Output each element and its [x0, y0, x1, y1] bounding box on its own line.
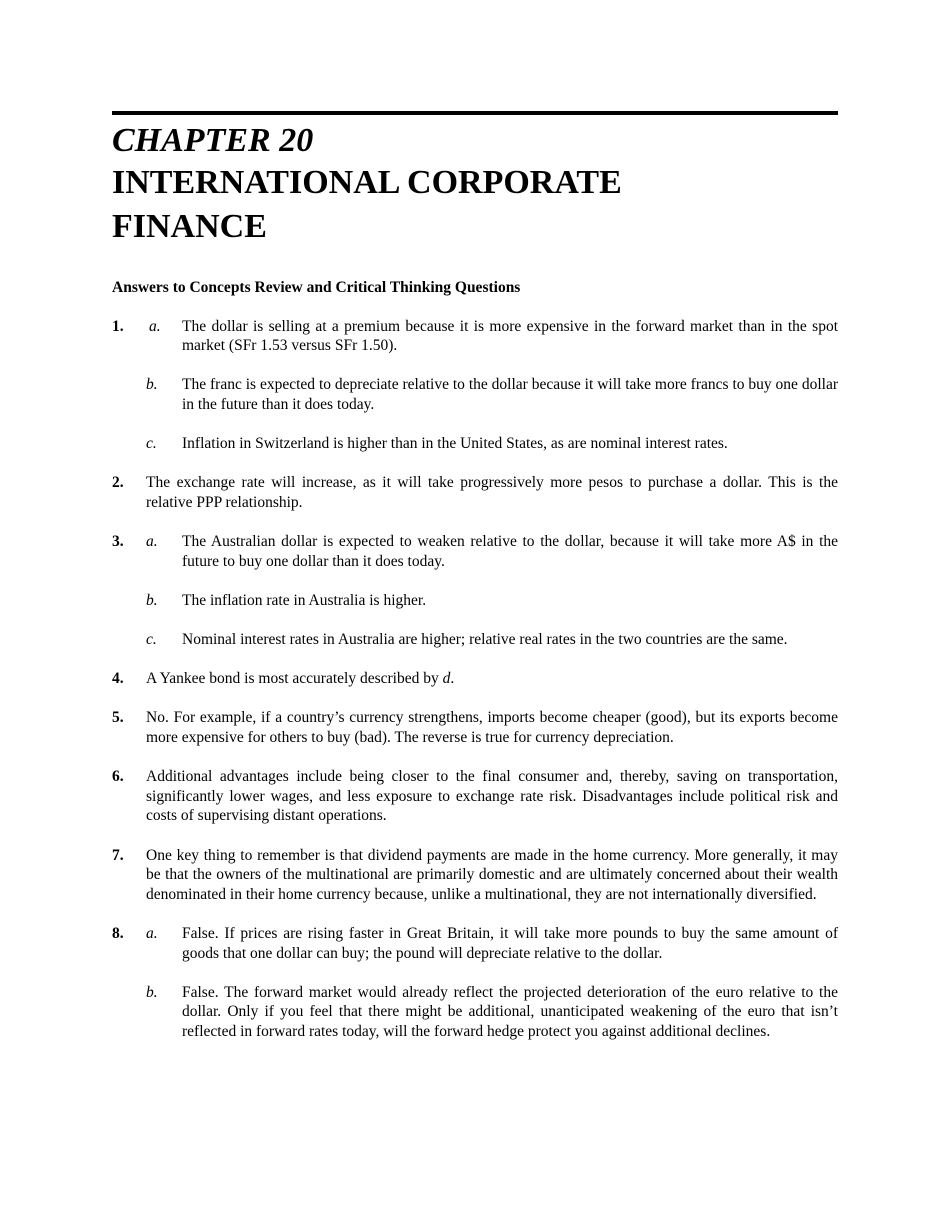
part-letter: c.: [146, 435, 157, 453]
question-text-start: A Yankee bond is most accurately described by: [146, 670, 443, 688]
chapter-label: CHAPTER 20: [112, 122, 314, 159]
question-2: [112, 473, 838, 512]
question-number: 3.: [112, 533, 124, 551]
question-5: [112, 708, 838, 747]
part-text: False. The forward market would already reflect the projected deterioration of the euro relative to the dollar. Only if you feel that there might be additional, unanticipated weakening of the euro that isn’t reflected in forward rates today, will the forward hedge protect you against additional declines.: [182, 983, 838, 1040]
question-text: One key thing to remember is that dividend payments are made in the home currency. More generally, it may be that the owners of the multinational are primarily domestic and are ultimately concerned about their wealth denominated in their home currency because, unlike a multinational, they are not internationally diversified.: [146, 846, 838, 903]
question-1: [112, 317, 838, 454]
chapter-title-line2: FINANCE: [112, 208, 267, 245]
part-letter: a.: [146, 533, 158, 551]
question-part: [146, 591, 838, 611]
question-text: Additional advantages include being closer to the final consumer and, thereby, saving on transportation, significantly lower wages, and less exposure to exchange rate risk. Disadvantages include political risk and costs of supervising distant operations.: [146, 768, 838, 825]
question-part: [146, 924, 838, 963]
part-text: The franc is expected to depreciate relative to the dollar because it will take more francs to buy one dollar in the future than it does today.: [182, 376, 838, 413]
answer-letter: d: [442, 670, 451, 688]
question-part: [146, 375, 838, 414]
question-text: The exchange rate will increase, as it will take progressively more pesos to purchase a dollar. This is the relative PPP relationship.: [146, 474, 838, 511]
question-6: [112, 767, 838, 826]
question-number: 7.: [112, 846, 124, 864]
part-letter: c.: [146, 631, 157, 649]
part-letter: b.: [146, 376, 158, 394]
part-letter: a.: [146, 925, 158, 942]
part-text: Inflation in Switzerland is higher than in the United States, as are nominal interest rates.: [182, 435, 728, 453]
question-text: No. For example, if a country’s currency strengthens, imports become cheaper (good), but its exports become more expensive for others to buy (bad). The reverse is true for currency depreciation.: [146, 709, 838, 747]
question-part: [146, 532, 838, 571]
question-7: [112, 846, 838, 905]
question-text: [146, 669, 838, 689]
chapter-title-line1: INTERNATIONAL CORPORATE: [112, 164, 622, 201]
question-4: [112, 669, 838, 689]
question-part: [146, 434, 838, 454]
part-letter: a.: [149, 317, 161, 335]
question-part: [146, 983, 838, 1042]
part-text: The inflation rate in Australia is higher.: [182, 591, 427, 609]
document-page: [112, 111, 838, 1042]
part-text: The dollar is selling at a premium because it is more expensive in the forward market than in the spot market (SFr 1.53 versus SFr 1.50).: [182, 317, 838, 355]
question-3: [112, 532, 838, 650]
part-letter: b.: [146, 983, 158, 1001]
question-number: 6.: [112, 768, 124, 786]
question-number: 1.: [112, 317, 124, 335]
header-rule: [112, 111, 838, 115]
part-text: Nominal interest rates in Australia are higher; relative real rates in the two countries are the same.: [182, 631, 788, 649]
question-8: [112, 924, 838, 1042]
section-heading: Answers to Concepts Review and Critical Thinking Questions: [112, 279, 521, 296]
question-part: [146, 317, 838, 356]
question-number: 2.: [112, 474, 124, 492]
question-number: 8.: [112, 925, 124, 942]
question-part: [146, 630, 838, 650]
part-text: False. If prices are rising faster in Great Britain, it will take more pounds to buy the same amount of goods that one dollar can buy; the pound will depreciate relative to the dollar.: [182, 925, 838, 962]
part-text: The Australian dollar is expected to weaken relative to the dollar, because it will take more A$ in the future to buy one dollar than it does today.: [182, 533, 838, 570]
part-letter: b.: [146, 591, 158, 609]
question-number: 4.: [112, 670, 124, 688]
question-text-end: .: [450, 670, 455, 688]
question-number: 5.: [112, 709, 124, 727]
